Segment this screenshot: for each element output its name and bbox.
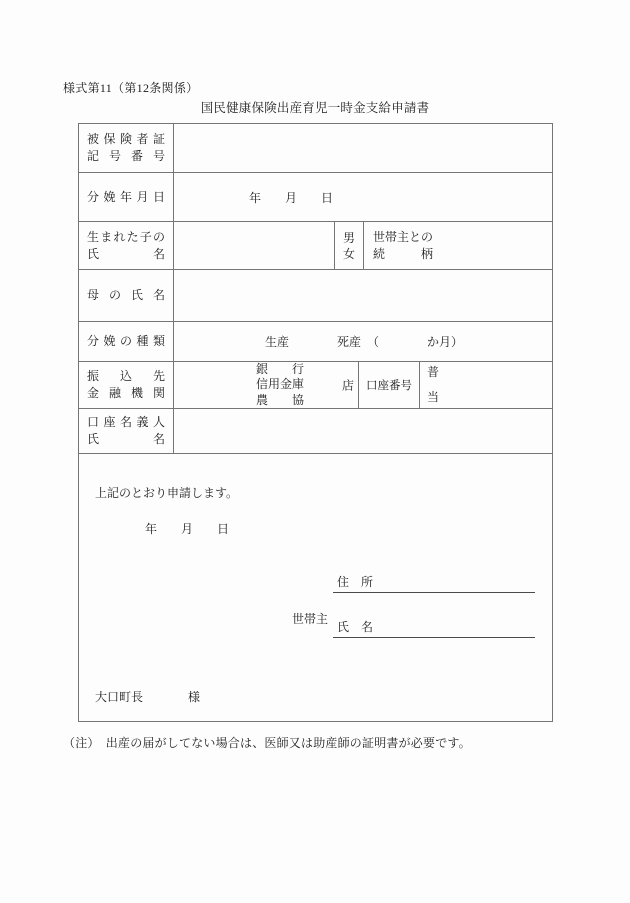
bank-label-line2: 金融機関	[87, 386, 165, 400]
row-insured-card	[79, 124, 552, 172]
mother-name-field	[173, 270, 552, 321]
account-holder-label-line1: 口座名義人	[87, 415, 165, 429]
account-holder-field	[173, 409, 552, 453]
child-name-label	[79, 222, 173, 269]
row-application	[79, 453, 552, 721]
branch-label: 店	[341, 378, 354, 393]
application-table	[78, 123, 553, 722]
recipient-row	[95, 688, 200, 705]
form-title: 国民健康保険出産育児一時金支給申請書	[200, 101, 430, 115]
row-delivery-date	[79, 172, 552, 221]
bank-type-bank: 銀行	[256, 361, 304, 376]
delivery-date-field: 年 月 日	[173, 173, 552, 221]
account-holder-label-line2: 氏名	[87, 432, 165, 446]
row-child	[79, 221, 552, 269]
delivery-date-label	[79, 173, 173, 221]
name-label: 氏 名	[337, 620, 374, 634]
form-number: 様式第11（第12条関係）	[63, 81, 199, 95]
relation-label-line2: 続柄	[373, 246, 433, 261]
account-type-ordinary: 普	[427, 365, 440, 379]
householder-label: 世帯主	[292, 612, 329, 626]
application-date: 年 月 日	[145, 522, 230, 536]
delivery-date-label-line: 分娩年月日	[87, 189, 165, 204]
bank-label-line1: 振込先	[87, 369, 165, 383]
account-holder-label	[79, 409, 173, 453]
insured-card-label-line1: 被保険者証	[87, 132, 165, 146]
insured-card-number-field	[173, 124, 552, 172]
householder-relation-cell	[363, 222, 552, 269]
child-name-label-line2: 氏名	[87, 246, 165, 261]
sex-male-label: 男	[342, 230, 355, 245]
delivery-type-label-line: 分娩の種類	[87, 334, 165, 348]
honorific-label: 様	[188, 690, 201, 704]
insured-card-label-line2: 記号番号	[87, 149, 165, 163]
relation-label-line1: 世帯主との	[373, 229, 434, 244]
account-number-label: 口座番号	[358, 362, 419, 408]
row-mother	[79, 269, 552, 321]
insured-card-label	[79, 124, 173, 172]
child-sex-cell	[334, 222, 363, 269]
sex-female-label: 女	[342, 246, 355, 261]
child-name-label-line1: 生まれた子の	[87, 229, 165, 244]
delivery-type-label	[79, 322, 173, 361]
row-delivery-type	[79, 321, 552, 361]
address-underline	[333, 573, 535, 593]
mother-name-label	[79, 270, 173, 321]
recipient-label: 大口町長	[95, 690, 144, 704]
name-underline	[333, 618, 535, 638]
row-bank	[79, 361, 552, 408]
mother-name-label-line: 母の氏名	[87, 288, 165, 302]
account-type-cell	[419, 362, 552, 408]
delivery-type-field: 生産 死産 （ か月）	[173, 322, 552, 361]
account-type-current: 当	[427, 390, 440, 404]
bank-name-cell	[173, 362, 358, 408]
bank-type-credit-union: 信用金庫	[256, 377, 305, 392]
child-name-field	[173, 222, 334, 269]
address-label: 住 所	[337, 575, 374, 589]
bank-type-agri-coop: 農協	[256, 392, 304, 407]
application-statement: 上記のとおり申請します。	[95, 486, 239, 500]
row-account-holder	[79, 408, 552, 453]
footnote: （注） 出産の届がしてない場合は、医師又は助産師の証明書が必要です。	[63, 736, 471, 750]
application-area	[79, 454, 552, 721]
bank-label	[79, 362, 173, 408]
